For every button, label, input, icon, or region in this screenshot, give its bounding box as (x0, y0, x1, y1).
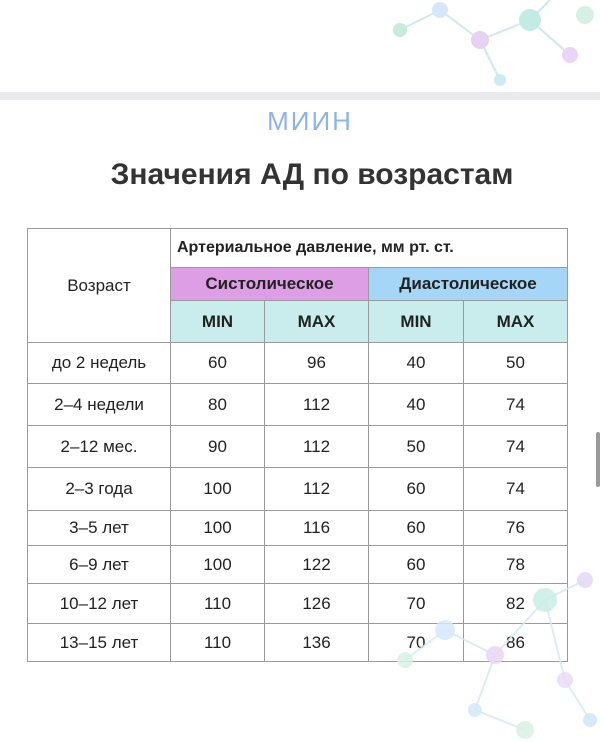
age-cell: 10–12 лет (28, 584, 171, 624)
systolic-max-cell: 136 (265, 624, 369, 662)
diastolic-max-cell: 82 (464, 584, 568, 624)
systolic-min-cell: 100 (171, 546, 265, 584)
page-title: Значения АД по возрастам (110, 158, 514, 191)
molecule-decoration-bottom (385, 560, 600, 742)
table-row (28, 343, 568, 384)
systolic-min-cell: 80 (171, 384, 265, 426)
table-row (28, 384, 568, 426)
age-cell: 13–15 лет (28, 624, 171, 662)
diastolic-min-header: MIN (369, 301, 464, 343)
age-cell: 2–3 года (28, 468, 171, 511)
systolic-max-cell: 126 (265, 584, 369, 624)
systolic-min-cell: 100 (171, 511, 265, 546)
systolic-min-cell: 100 (171, 468, 265, 511)
systolic-max-cell: 122 (265, 546, 369, 584)
diastolic-min-cell: 60 (369, 546, 464, 584)
systolic-max-cell: 112 (265, 426, 369, 468)
age-cell: 6–9 лет (28, 546, 171, 584)
diastolic-min-cell: 60 (369, 511, 464, 546)
systolic-max-cell: 112 (265, 384, 369, 426)
diastolic-min-cell: 70 (369, 584, 464, 624)
diastolic-max-cell: 74 (464, 384, 568, 426)
systolic-min-cell: 110 (171, 624, 265, 662)
table-row (28, 468, 568, 511)
diastolic-min-cell: 40 (369, 343, 464, 384)
section-divider (0, 92, 600, 100)
diastolic-max-cell: 76 (464, 511, 568, 546)
diastolic-max-cell: 50 (464, 343, 568, 384)
systolic-min-cell: 90 (171, 426, 265, 468)
diastolic-max-cell: 78 (464, 546, 568, 584)
diastolic-min-cell: 40 (369, 384, 464, 426)
systolic-max-cell: 112 (265, 468, 369, 511)
age-cell: до 2 недель (28, 343, 171, 384)
age-header: Возраст (28, 229, 171, 343)
table-row (28, 511, 568, 546)
diastolic-max-cell: 74 (464, 468, 568, 511)
table-row (28, 426, 568, 468)
systolic-min-cell: 110 (171, 584, 265, 624)
age-cell: 2–4 недели (28, 384, 171, 426)
age-cell: 3–5 лет (28, 511, 171, 546)
age-cell: 2–12 мес. (28, 426, 171, 468)
molecule-decoration-top (380, 0, 600, 90)
systolic-max-cell: 116 (265, 511, 369, 546)
scroll-indicator[interactable] (596, 432, 600, 487)
bp-header: Артериальное давление, мм рт. ст. (171, 229, 568, 268)
diastolic-min-cell: 60 (369, 468, 464, 511)
systolic-max-header: MAX (265, 301, 369, 343)
systolic-max-cell: 96 (265, 343, 369, 384)
diastolic-max-cell: 86 (464, 624, 568, 662)
diastolic-min-cell: 50 (369, 426, 464, 468)
systolic-min-header: MIN (171, 301, 265, 343)
diastolic-max-cell: 74 (464, 426, 568, 468)
brand-logo: МИИН (0, 106, 600, 137)
systolic-header: Систолическое (171, 268, 369, 301)
diastolic-header: Диастолическое (369, 268, 568, 301)
diastolic-max-header: MAX (464, 301, 568, 343)
diastolic-min-cell: 70 (369, 624, 464, 662)
systolic-min-cell: 60 (171, 343, 265, 384)
